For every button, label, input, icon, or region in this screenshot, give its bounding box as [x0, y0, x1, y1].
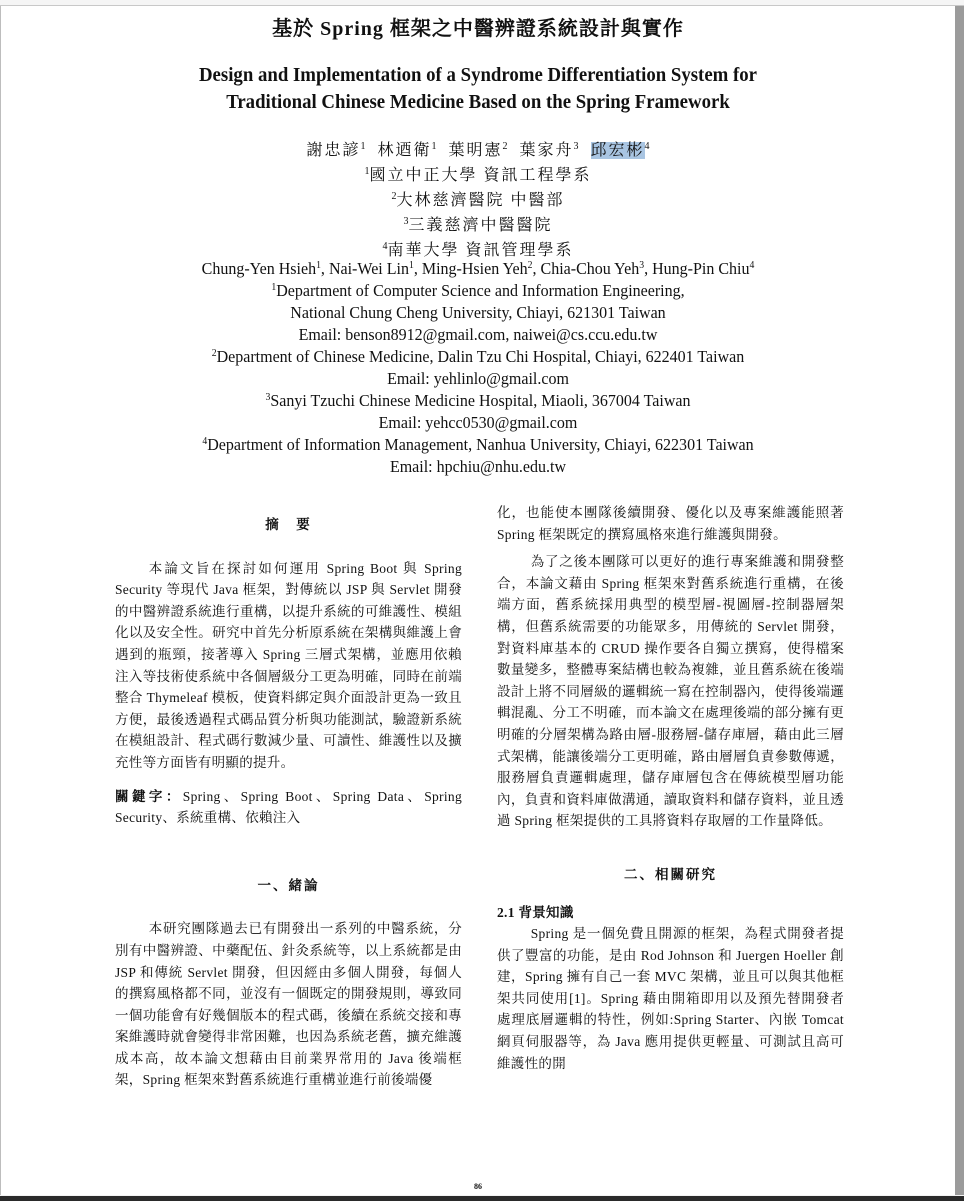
aff-mark: 1	[316, 260, 321, 271]
subsection-2-1-heading: 2.1 背景知識	[497, 904, 574, 920]
affiliation-en-2	[15, 347, 940, 367]
subsection-2-1-para: Spring 是一個免費且開源的框架，為程式開發者提供了豐富的功能，是由 Rod Johnson 和 Juergen Hoeller 創建，Spring 擁有自己一套 MVC 架構，並且可以與其他框架共同使用[1]。Spring 藉由開箱即用以及預先替開發者處理底層邏輯的特性，例如:Spring Starter、內嵌 Tomcat 網頁伺服器等，為 Java 應用提供更輕量、可測試且高可維護性的開	[497, 926, 844, 1071]
keywords-list: Spring、Spring Boot、Spring Data、Spring Security、系統重構、依賴注入	[115, 788, 462, 826]
keywords	[115, 786, 462, 829]
affiliation-zh-2	[1, 187, 955, 210]
email-4: Email: hpchiu@nhu.edu.tw	[389, 457, 567, 476]
aff-mark: 1	[408, 260, 414, 271]
affiliation-text: 國立中正大學 資訊工程學系	[369, 167, 592, 184]
affiliation-zh-1	[1, 162, 955, 185]
author-zh[interactable]: 葉家舟	[519, 142, 574, 159]
affiliation-text: 三義慈濟中醫醫院	[408, 217, 553, 234]
author-zh-selected[interactable]: 邱宏彬	[590, 142, 645, 159]
abstract-body: 本論文旨在探討如何運用 Spring Boot 與 Spring Security 等現代 Java 框架，對傳統以 JSP 與 Servlet 開發的中醫辨證系統進行重構，以提升系統的可維護性、模組化以及安全性。研究中首先分析原系統在架構與維護上會遇到的瓶頸，接著導入 Spring 三層式架構，並應用依賴注入等技術使系統中各個層級分工更為明確，同時在前端整合 Thymeleaf 模板，使資料綁定與介面設計更為一致且方便，最後透過程式碼品質分析與功能測試，驗證新系統在模組設計、程式碼行數減少量、可讀性、維護性以及擴充性等方面皆有明顯的提升。	[115, 560, 462, 770]
affiliation-text: Department of Information Management, Nanhua University, Chiayi, 622301 Taiwan	[207, 435, 754, 454]
author-en: Hung-Pin Chiu	[652, 259, 750, 278]
author-en: Chia-Chou Yeh	[540, 259, 640, 278]
section-1-para-1-cont: 化，也能使本團隊後續開發、優化以及專案維護能照著 Spring 框架既定的撰寫風格來進行維護與開發。	[497, 505, 844, 542]
affiliation-en-4	[15, 435, 940, 455]
title-en-line-2: Traditional Chinese Medicine Based on the Spring Framework	[226, 91, 730, 113]
author-en: Ming-Hsien Yeh	[421, 259, 528, 278]
aff-mark: 1	[431, 141, 437, 152]
title-en-line-1: Design and Implementation of a Syndrome Differentiation System for	[198, 64, 758, 86]
aff-mark: 1	[364, 166, 370, 177]
keywords-label: 關鍵字：	[115, 788, 183, 804]
section-2-heading: 二、相關研究	[624, 866, 717, 882]
author-zh[interactable]: 林迺衛	[377, 142, 432, 159]
affiliation-zh-3	[1, 212, 955, 235]
section-1-para-2: 為了之後本團隊可以更好的進行專案維護和開發整合，本論文藉由 Spring 框架來對舊系統進行重構，在後端方面，舊系統採用典型的模型層-視圖層-控制器層架構，但舊系統需要的功能眾多，用傳統的 Servlet 開發，對資料庫基本的 CRUD 操作要各自獨立撰寫，使得檔案數量變多，整體專案結構也較為複雜，並且舊系統在後端設計上將不同層級的邏輯統一寫在控制器內，使得後端邏輯混亂、分工不明確，而本論文在處理後端的部分擁有更明確的分層架構為路由層-服務層-儲存庫層，藉由此三層式架構，能讓後端分工更明確，路由層層負責參數傳遞，服務層負責邏輯處理，儲存庫層包含在傳統模型層功能內，負責和資料庫做溝通，讀取資料和儲存資料，並且透過 Spring 框架提供的工具將資料存取層的工作量降低。	[497, 554, 844, 829]
aff-mark: 2	[527, 260, 533, 271]
right-column	[497, 502, 844, 1074]
aff-mark: 1	[271, 282, 277, 293]
aff-mark: 3	[573, 141, 579, 152]
affiliation-en-1	[15, 281, 940, 301]
abstract-heading: 摘 要	[265, 517, 312, 532]
affiliation-text: 大林慈濟醫院 中醫部	[396, 192, 565, 209]
author-en: Chung-Yen Hsieh	[201, 259, 317, 278]
aff-mark: 2	[502, 141, 508, 152]
affiliation-text: 南華大學 資訊管理學系	[387, 242, 574, 259]
aff-mark: 4	[749, 260, 755, 271]
aff-mark: 1	[360, 141, 366, 152]
author-en: Nai-Wei Lin	[328, 259, 409, 278]
pdf-page	[0, 6, 955, 1195]
email-1: Email: benson8912@gmail.com, naiwei@cs.ccu.edu.tw	[298, 325, 658, 344]
vertical-scrollbar[interactable]	[955, 6, 964, 1195]
aff-mark: 3	[639, 260, 645, 271]
affiliation-text: Sanyi Tzuchi Chinese Medicine Hospital, Miaoli, 367004 Taiwan	[270, 391, 691, 410]
aff-mark: 4	[202, 436, 208, 447]
aff-mark: 4	[382, 241, 388, 252]
affiliation-zh-4	[1, 237, 955, 260]
page-number: 86	[474, 1182, 482, 1191]
section-1-heading: 一、緒論	[257, 877, 320, 893]
aff-mark: 2	[391, 191, 397, 202]
email-3: Email: yehcc0530@gmail.com	[378, 413, 578, 432]
affiliation-en-1-line-2: National Chung Cheng University, Chiayi, 621301 Taiwan	[290, 303, 666, 322]
aff-mark: 3	[403, 216, 409, 227]
email-2: Email: yehlinlo@gmail.com	[387, 369, 569, 388]
left-column	[115, 514, 462, 1091]
viewer-bottom-bar	[0, 1196, 964, 1201]
affiliation-text: Department of Computer Science and Information Engineering,	[276, 281, 685, 300]
aff-mark: 4	[644, 141, 650, 152]
aff-mark: 2	[211, 348, 217, 359]
author-zh[interactable]: 謝忠諺	[306, 142, 361, 159]
affiliation-text: Department of Chinese Medicine, Dalin Tzu Chi Hospital, Chiayi, 622401 Taiwan	[216, 347, 745, 366]
affiliation-en-3	[15, 391, 940, 411]
aff-mark: 3	[265, 392, 271, 403]
author-zh[interactable]: 葉明憲	[448, 142, 503, 159]
authors-en: Chung-Yen Hsieh$^1$, Nai-Wei Lin$^1$, Ming-Hsien Yeh$^2$, Chia-Chou Yeh$^3$, Hung-Pin Chiu$^4$	[201, 259, 755, 278]
section-1-para-1: 本研究團隊過去已有開發出一系列的中醫系統，分別有中醫辨證、中藥配伍、針灸系統等，以上系統都是由 JSP 和傳統 Servlet 開發，但因經由多個人開發，每個人的撰寫風格都不同，並沒有一個既定的開發規則，導致同一個功能會有好幾個版本的程式碼，後續在系統交接和專案維護時就會變得非常困難，也因為系統老舊，擴充維護成本高，故本論文想藉由目前業界常用的 Java 後端框架，Spring 框架來對舊系統進行重構並進行前後端優	[115, 921, 462, 1088]
authors-zh	[1, 137, 955, 160]
title-zh: 基於 Spring 框架之中醫辨證系統設計與實作	[272, 18, 684, 40]
